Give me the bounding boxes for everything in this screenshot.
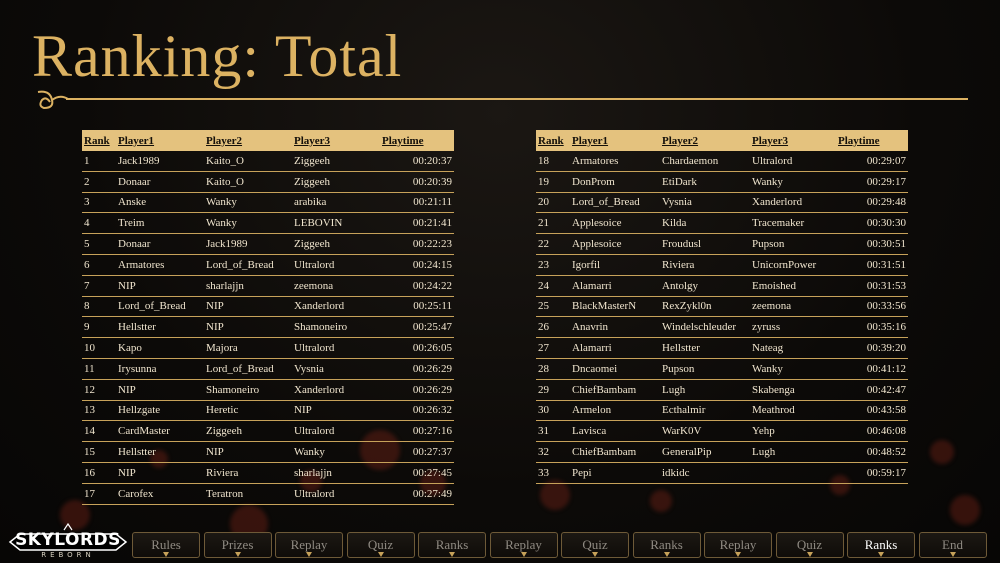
player1-cell: Igorfil [570, 254, 660, 275]
rank-cell: 20 [536, 192, 570, 213]
rank-cell: 13 [82, 400, 116, 421]
player3-cell: Ultralord [292, 483, 380, 504]
rank-cell: 21 [536, 213, 570, 234]
player2-cell: Riviera [204, 462, 292, 483]
player1-cell: Jack1989 [116, 151, 204, 171]
player3-cell: Lugh [750, 442, 836, 463]
playtime-cell: 00:20:37 [380, 151, 454, 171]
header-player3: Player3 [750, 130, 836, 151]
player3-cell: sharlajjn [292, 462, 380, 483]
player1-cell: BlackMasterN [570, 296, 660, 317]
playtime-cell: 00:43:58 [836, 400, 908, 421]
table-row [536, 275, 908, 296]
rank-cell: 2 [82, 171, 116, 192]
playtime-cell: 00:29:07 [836, 151, 908, 171]
player2-cell: NIP [204, 442, 292, 463]
player2-cell: Wanky [204, 192, 292, 213]
rank-cell: 19 [536, 171, 570, 192]
page-title: Ranking: Total [32, 23, 403, 89]
skylords-logo [6, 522, 130, 562]
nav-button-label: Ranks [650, 537, 683, 552]
nav-marker-icon [950, 552, 956, 557]
playtime-cell: 00:26:05 [380, 338, 454, 359]
nav-button-label: Ranks [435, 537, 469, 552]
nav-marker-icon [592, 552, 598, 557]
rank-cell: 8 [82, 296, 116, 317]
player3-cell: Ziggeeh [292, 234, 380, 255]
player3-cell: Wanky [292, 442, 380, 463]
nav-button-quiz[interactable] [347, 532, 415, 558]
table-row [536, 442, 908, 463]
rank-cell: 32 [536, 442, 570, 463]
playtime-cell: 00:20:39 [380, 171, 454, 192]
player3-cell: Meathrod [750, 400, 836, 421]
header-rank: Rank [82, 130, 116, 151]
table-row [82, 192, 454, 213]
player1-cell: ChiefBambam [570, 442, 660, 463]
player1-cell: Anske [116, 192, 204, 213]
playtime-cell: 00:24:15 [380, 254, 454, 275]
table-row [82, 400, 454, 421]
logo-subtitle: REBORN [41, 551, 95, 559]
table-row [82, 379, 454, 400]
playtime-cell: 00:27:45 [380, 462, 454, 483]
player3-cell: Xanderlord [292, 379, 380, 400]
header-player3: Player3 [292, 130, 380, 151]
player3-cell: Wanky [750, 358, 836, 379]
player3-cell: Ziggeeh [292, 151, 380, 171]
nav-button-replay[interactable] [704, 532, 772, 558]
nav-button-label: Quiz [796, 537, 823, 552]
rank-cell: 27 [536, 338, 570, 359]
player2-cell: sharlajjn [204, 275, 292, 296]
slide-navigation [132, 532, 992, 558]
player1-cell: NIP [116, 462, 204, 483]
nav-marker-icon [735, 552, 741, 557]
header-playtime: Playtime [836, 130, 908, 151]
player1-cell: ChiefBambam [570, 379, 660, 400]
player3-cell: NIP [292, 400, 380, 421]
logo-name: SKYLORDS [15, 530, 121, 550]
player2-cell: GeneralPip [660, 442, 750, 463]
player1-cell: Irysunna [116, 358, 204, 379]
nav-marker-icon [449, 552, 455, 557]
rank-cell: 6 [82, 254, 116, 275]
rank-cell: 25 [536, 296, 570, 317]
playtime-cell: 00:59:17 [836, 462, 908, 483]
nav-marker-icon [664, 552, 670, 557]
rank-cell: 22 [536, 234, 570, 255]
player1-cell: Lavisca [570, 421, 660, 442]
rank-cell: 30 [536, 400, 570, 421]
playtime-cell: 00:41:12 [836, 358, 908, 379]
table-row [82, 317, 454, 338]
header-player2: Player2 [204, 130, 292, 151]
rank-cell: 5 [82, 234, 116, 255]
table-row [536, 151, 908, 171]
nav-button-ranks[interactable] [418, 532, 486, 558]
rank-cell: 3 [82, 192, 116, 213]
player3-cell: Ultralord [750, 151, 836, 171]
ranking-table-right [536, 130, 908, 484]
table-row [82, 338, 454, 359]
rank-cell: 14 [82, 421, 116, 442]
player3-cell: Ultralord [292, 338, 380, 359]
player3-cell: Vysnia [292, 358, 380, 379]
player2-cell: idkidc [660, 462, 750, 483]
player2-cell: Kaito_O [204, 171, 292, 192]
table-row [82, 421, 454, 442]
rank-cell: 12 [82, 379, 116, 400]
rank-cell: 4 [82, 213, 116, 234]
table-row [536, 234, 908, 255]
player2-cell: Ecthalmir [660, 400, 750, 421]
player1-cell: NIP [116, 275, 204, 296]
playtime-cell: 00:26:29 [380, 358, 454, 379]
table-row [82, 234, 454, 255]
nav-button-quiz[interactable] [561, 532, 629, 558]
playtime-cell: 00:22:23 [380, 234, 454, 255]
player2-cell: Vysnia [660, 192, 750, 213]
player2-cell: Ziggeeh [204, 421, 292, 442]
nav-button-label: Ranks [864, 537, 898, 552]
player1-cell: Alamarri [570, 338, 660, 359]
player3-cell: Nateag [750, 338, 836, 359]
player2-cell: RexZykl0n [660, 296, 750, 317]
player1-cell: DonProm [570, 171, 660, 192]
rank-cell: 26 [536, 317, 570, 338]
player2-cell: Lord_of_Bread [204, 254, 292, 275]
table-row [536, 296, 908, 317]
rank-cell: 24 [536, 275, 570, 296]
player3-cell: Xanderlord [750, 192, 836, 213]
rank-cell: 15 [82, 442, 116, 463]
nav-button-ranks[interactable] [633, 532, 701, 558]
player1-cell: Armatores [116, 254, 204, 275]
nav-marker-icon [306, 552, 312, 557]
player2-cell: Lugh [660, 379, 750, 400]
player3-cell: Yehp [750, 421, 836, 442]
nav-marker-icon [521, 552, 527, 557]
player2-cell: Antolgy [660, 275, 750, 296]
ornament-divider [36, 88, 968, 112]
table-row [82, 254, 454, 275]
rank-cell: 29 [536, 379, 570, 400]
table-row [536, 400, 908, 421]
player1-cell: CardMaster [116, 421, 204, 442]
player2-cell: Kaito_O [204, 151, 292, 171]
nav-marker-icon [878, 552, 884, 557]
table-row [82, 151, 454, 171]
player2-cell: Shamoneiro [204, 379, 292, 400]
player2-cell: Majora [204, 338, 292, 359]
player3-cell: zeemona [292, 275, 380, 296]
rank-cell: 28 [536, 358, 570, 379]
nav-marker-icon [163, 552, 169, 557]
table-row [536, 338, 908, 359]
player1-cell: Treim [116, 213, 204, 234]
table-row [82, 442, 454, 463]
rank-cell: 7 [82, 275, 116, 296]
playtime-cell: 00:24:22 [380, 275, 454, 296]
player2-cell: Froudusl [660, 234, 750, 255]
nav-button-label: Quiz [582, 537, 608, 552]
rank-cell: 31 [536, 421, 570, 442]
player3-cell: zeemona [750, 296, 836, 317]
player2-cell: Riviera [660, 254, 750, 275]
nav-marker-icon [807, 552, 813, 557]
player1-cell: Donaar [116, 171, 204, 192]
nav-button-label: Quiz [367, 537, 394, 552]
table-row [82, 483, 454, 504]
player1-cell: Applesoice [570, 213, 660, 234]
nav-button-replay[interactable] [490, 532, 558, 558]
nav-button-label: Replay [290, 537, 328, 552]
playtime-cell: 00:48:52 [836, 442, 908, 463]
playtime-cell: 00:21:11 [380, 192, 454, 213]
nav-button-prizes[interactable] [204, 532, 272, 558]
player3-cell: arabika [292, 192, 380, 213]
player1-cell: NIP [116, 379, 204, 400]
rank-cell: 23 [536, 254, 570, 275]
player1-cell: Hellstter [116, 317, 204, 338]
table-header-row [82, 130, 454, 151]
nav-marker-icon [235, 552, 241, 557]
player2-cell: Lord_of_Bread [204, 358, 292, 379]
player2-cell: NIP [204, 296, 292, 317]
player2-cell: Teratron [204, 483, 292, 504]
playtime-cell: 00:27:49 [380, 483, 454, 504]
table-row [536, 317, 908, 338]
table-header-row [536, 130, 908, 151]
header-rank: Rank [536, 130, 570, 151]
player1-cell: Lord_of_Bread [116, 296, 204, 317]
player3-cell: Tracemaker [750, 213, 836, 234]
table-row [82, 275, 454, 296]
table-row [536, 462, 908, 483]
playtime-cell: 00:25:47 [380, 317, 454, 338]
player3-cell: Wanky [750, 171, 836, 192]
rank-cell: 33 [536, 462, 570, 483]
rank-cell: 16 [82, 462, 116, 483]
player1-cell: Lord_of_Bread [570, 192, 660, 213]
player1-cell: Donaar [116, 234, 204, 255]
player2-cell: EtiDark [660, 171, 750, 192]
table-row [536, 213, 908, 234]
nav-button-label: Replay [719, 537, 757, 552]
player3-cell: UnicornPower [750, 254, 836, 275]
nav-button-label: Prizes [221, 537, 254, 552]
player1-cell: Armelon [570, 400, 660, 421]
player2-cell: Wanky [204, 213, 292, 234]
table-row [536, 192, 908, 213]
playtime-cell: 00:46:08 [836, 421, 908, 442]
table-row [536, 171, 908, 192]
playtime-cell: 00:31:53 [836, 275, 908, 296]
rank-cell: 10 [82, 338, 116, 359]
nav-button-label: End [942, 537, 963, 552]
nav-marker-icon [378, 552, 384, 557]
playtime-cell: 00:33:56 [836, 296, 908, 317]
player3-cell: LEBOVIN [292, 213, 380, 234]
table-row [82, 296, 454, 317]
nav-button-end[interactable] [919, 532, 987, 558]
rank-cell: 1 [82, 151, 116, 171]
playtime-cell: 00:26:32 [380, 400, 454, 421]
player2-cell: NIP [204, 317, 292, 338]
player1-cell: Pepi [570, 462, 660, 483]
nav-button-rules[interactable] [132, 532, 200, 558]
player3-cell: Skabenga [750, 379, 836, 400]
player1-cell: Armatores [570, 151, 660, 171]
player3-cell: Ultralord [292, 254, 380, 275]
table-row [82, 358, 454, 379]
player3-cell: Xanderlord [292, 296, 380, 317]
table-row [82, 213, 454, 234]
header-player2: Player2 [660, 130, 750, 151]
table-row [536, 358, 908, 379]
playtime-cell: 00:29:48 [836, 192, 908, 213]
header-playtime: Playtime [380, 130, 454, 151]
playtime-cell: 00:42:47 [836, 379, 908, 400]
player3-cell: Pupson [750, 234, 836, 255]
table-row [536, 421, 908, 442]
playtime-cell: 00:30:51 [836, 234, 908, 255]
player1-cell: Kapo [116, 338, 204, 359]
player1-cell: Hellstter [116, 442, 204, 463]
table-row [82, 462, 454, 483]
player1-cell: Anavrin [570, 317, 660, 338]
player3-cell: Ziggeeh [292, 171, 380, 192]
player2-cell: WarK0V [660, 421, 750, 442]
player3-cell: zyruss [750, 317, 836, 338]
player1-cell: Carofex [116, 483, 204, 504]
playtime-cell: 00:27:16 [380, 421, 454, 442]
player3-cell: Shamoneiro [292, 317, 380, 338]
player2-cell: Kilda [660, 213, 750, 234]
table-row [536, 254, 908, 275]
nav-button-quiz[interactable] [776, 532, 844, 558]
nav-button-label: Rules [151, 537, 181, 552]
player3-cell: Ultralord [292, 421, 380, 442]
playtime-cell: 00:39:20 [836, 338, 908, 359]
player2-cell: Chardaemon [660, 151, 750, 171]
player3-cell: Emoished [750, 275, 836, 296]
playtime-cell: 00:27:37 [380, 442, 454, 463]
player2-cell: Windelschleuder [660, 317, 750, 338]
ranking-table-left [82, 130, 454, 505]
playtime-cell: 00:35:16 [836, 317, 908, 338]
player2-cell: Hellstter [660, 338, 750, 359]
player2-cell: Pupson [660, 358, 750, 379]
player1-cell: Hellzgate [116, 400, 204, 421]
rank-cell: 18 [536, 151, 570, 171]
playtime-cell: 00:29:17 [836, 171, 908, 192]
nav-button-ranks[interactable] [847, 532, 915, 558]
playtime-cell: 00:31:51 [836, 254, 908, 275]
playtime-cell: 00:30:30 [836, 213, 908, 234]
rank-cell: 9 [82, 317, 116, 338]
player1-cell: Dncaomei [570, 358, 660, 379]
rank-cell: 17 [82, 483, 116, 504]
nav-button-label: Replay [505, 537, 542, 552]
player1-cell: Alamarri [570, 275, 660, 296]
player2-cell: Jack1989 [204, 234, 292, 255]
playtime-cell: 00:25:11 [380, 296, 454, 317]
nav-button-replay[interactable] [275, 532, 343, 558]
playtime-cell: 00:26:29 [380, 379, 454, 400]
player3-cell [750, 462, 836, 483]
player2-cell: Heretic [204, 400, 292, 421]
table-row [82, 171, 454, 192]
player1-cell: Applesoice [570, 234, 660, 255]
playtime-cell: 00:21:41 [380, 213, 454, 234]
header-player1: Player1 [570, 130, 660, 151]
table-row [536, 379, 908, 400]
header-player1: Player1 [116, 130, 204, 151]
rank-cell: 11 [82, 358, 116, 379]
